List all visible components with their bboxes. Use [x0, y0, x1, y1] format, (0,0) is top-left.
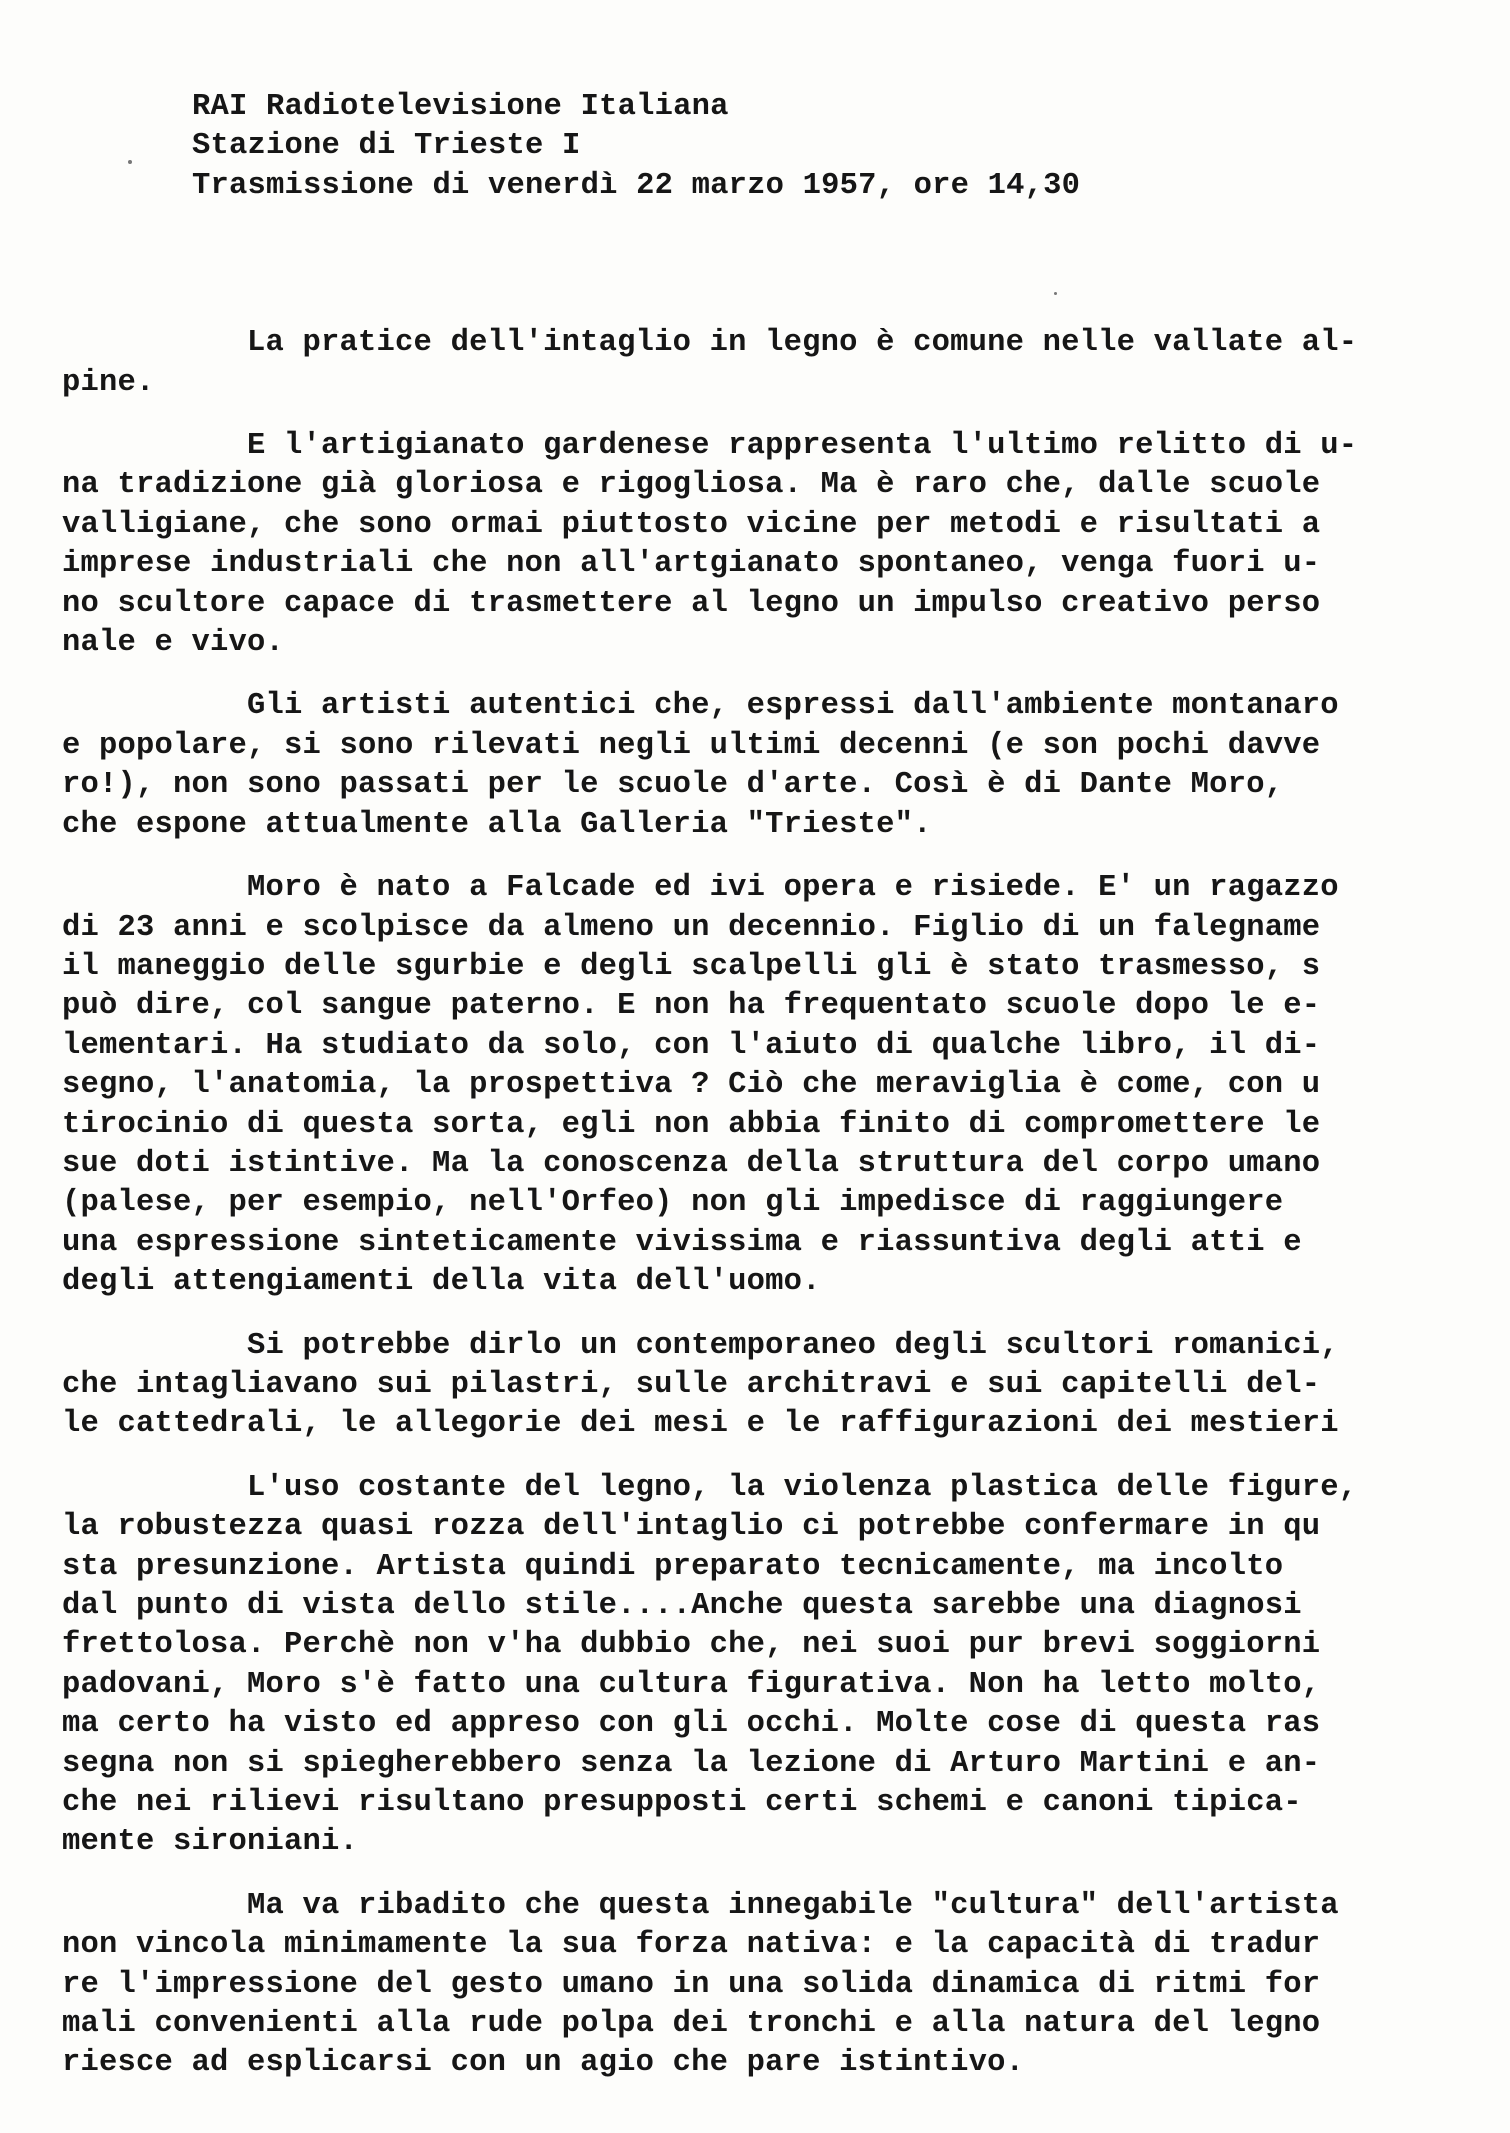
text-line: dal punto di vista dello stile....Anche questa sarebbe una diagnosi [62, 1589, 1302, 1623]
header-station: Stazione di Trieste I [192, 129, 581, 164]
text-line: mali convenienti alla rude polpa dei tronchi e alla natura del legno [62, 2007, 1321, 2042]
text-line: re l'impressione del gesto umano in una solida dinamica di ritmi for [62, 1967, 1321, 2002]
text-line: degli attengiamenti della vita dell'uomo. [62, 1265, 821, 1300]
text-line: ma certo ha visto ed appreso con gli occhi. Molte cose di questa ras [62, 1707, 1321, 1742]
header-airtime: Trasmissione di venerdì 22 marzo 1957, ore 14,30 [192, 168, 1081, 203]
text-line: Gli artisti autentici che, espressi dall'ambiente montanaro [62, 689, 1339, 724]
text-line: L'uso costante del legno, la violenza plastica delle figure, [62, 1470, 1358, 1505]
paragraph-2 [62, 427, 1432, 663]
text-line: sue doti istintive. Ma la conoscenza della struttura del corpo umano [62, 1146, 1321, 1181]
text-line: ro!), non sono passati per le scuole d'arte. Così è di Dante Moro, [62, 768, 1284, 803]
text-line: una espressione sinteticamente vivissima e riassuntiva degli atti e [62, 1225, 1302, 1260]
paragraph-4 [62, 869, 1432, 1302]
text-line: mente sironiani. [62, 1825, 359, 1860]
text-line: di 23 anni e scolpisce da almeno un decennio. Figlio di un falegname [62, 910, 1321, 945]
text-line: segna non si spiegherebbero senza la lezione di Arturo Martini e an- [62, 1746, 1321, 1781]
paragraph-6 [62, 1469, 1432, 1863]
header-broadcaster: RAI Radiotelevisione Italiana [192, 90, 729, 124]
text-line: pine. [62, 365, 155, 400]
text-line: lementari. Ha studiato da solo, con l'aiuto di qualche libro, il di- [62, 1028, 1321, 1063]
broadcast-header [192, 88, 1432, 206]
text-line: segno, l'anatomia, la prospettiva ? Ciò che meraviglia è come, con u [62, 1068, 1321, 1103]
text-line: Si potrebbe dirlo un contemporaneo degli scultori romanici, [62, 1328, 1339, 1363]
text-line: può dire, col sangue paterno. E non ha frequentato scuole dopo le e- [62, 989, 1321, 1024]
text-line: e popolare, si sono rilevati negli ultimi decenni (e son pochi davve [62, 728, 1321, 763]
text-line: sta presunzione. Artista quindi preparato tecnicamente, ma incolto [62, 1549, 1284, 1584]
text-line: La pratice dell'intaglio in legno è comune nelle vallate al- [62, 326, 1358, 361]
text-line: che espone attualmente alla Galleria "Trieste". [62, 807, 932, 842]
text-line: che nei rilievi risultano presupposti certi schemi e canoni tipica- [62, 1786, 1302, 1821]
document-body [62, 88, 1432, 2084]
text-line: valligiane, che sono ormai piuttosto vicine per metodi e risultati a [62, 507, 1321, 542]
text-line: (palese, per esempio, nell'Orfeo) non gli impedisce di raggiungere [62, 1186, 1284, 1221]
text-line: le cattedrali, le allegorie dei mesi e le raffigurazioni dei mestieri [62, 1407, 1339, 1442]
text-line: tirocinio di questa sorta, egli non abbia finito di compromettere le [62, 1107, 1321, 1142]
text-line: no scultore capace di trasmettere al legno un impulso creativo perso [62, 586, 1321, 621]
paragraph-5 [62, 1327, 1432, 1445]
text-line: la robustezza quasi rozza dell'intaglio ci potrebbe confermare in qu [62, 1510, 1321, 1545]
text-line: frettolosa. Perchè non v'ha dubbio che, nei suoi pur brevi soggiorni [62, 1628, 1321, 1663]
text-line: E l'artigianato gardenese rappresenta l'ultimo relitto di u- [62, 429, 1358, 464]
text-line: padovani, Moro s'è fatto una cultura figurativa. Non ha letto molto, [62, 1667, 1321, 1702]
text-line: non vincola minimamente la sua forza nativa: e la capacità di tradur [62, 1928, 1321, 1963]
article-text [62, 324, 1432, 2084]
text-line: riesce ad esplicarsi con un agio che pare istintivo. [62, 2046, 1025, 2081]
text-line: na tradizione già gloriosa e rigogliosa. Ma è raro che, dalle scuole [62, 468, 1321, 503]
paragraph-1 [62, 324, 1432, 403]
paragraph-3 [62, 687, 1432, 845]
text-line: Ma va ribadito che questa innegabile "cultura" dell'artista [62, 1888, 1339, 1923]
text-line: Moro è nato a Falcade ed ivi opera e risiede. E' un ragazzo [62, 871, 1339, 906]
text-line: nale e vivo. [62, 626, 285, 661]
paragraph-7 [62, 1887, 1432, 2084]
text-line: che intagliavano sui pilastri, sulle architravi e sui capitelli del- [62, 1367, 1321, 1402]
text-line: imprese industriali che non all'artgianato spontaneo, venga fuori u- [62, 547, 1321, 582]
text-line: il maneggio delle sgurbie e degli scalpelli gli è stato trasmesso, s [62, 949, 1321, 984]
